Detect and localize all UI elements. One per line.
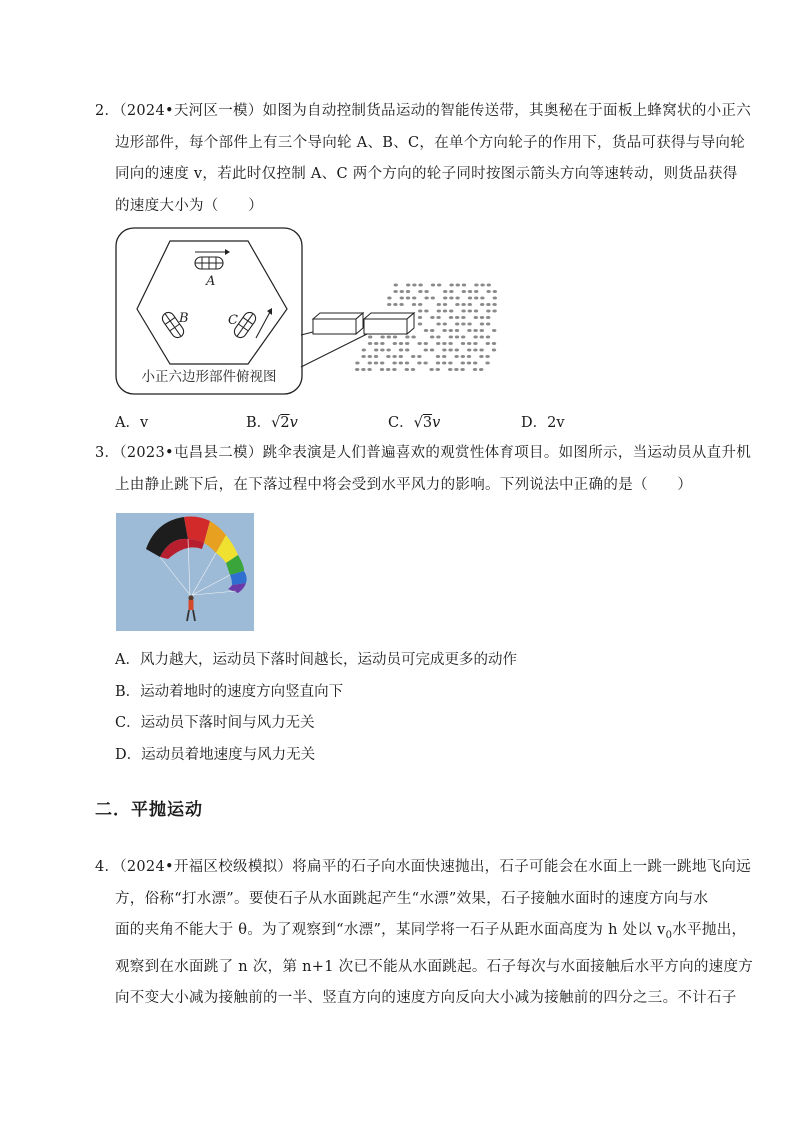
panel-dot	[492, 329, 496, 332]
panel-dot	[424, 329, 428, 332]
panel-dot	[430, 349, 434, 352]
panel-dot	[442, 355, 446, 358]
panel-dot	[479, 355, 483, 358]
wheel-c-label: C	[228, 313, 238, 328]
panel-dot	[424, 342, 428, 345]
wheel-a-label: A	[206, 274, 216, 289]
panel-dot	[480, 336, 484, 339]
panel-dot	[455, 329, 459, 332]
panel-dot	[399, 362, 403, 365]
panel-dot	[437, 303, 441, 306]
panel-dot	[424, 297, 428, 300]
panel-dot	[486, 290, 490, 293]
panel-dot	[380, 349, 384, 352]
option-d[interactable]: D．2v	[521, 415, 565, 431]
question-4-line-3	[0, 915, 794, 951]
option-b[interactable]: B．运动着地时的速度方向竖直向下	[115, 683, 344, 700]
panel-dot	[468, 297, 472, 300]
panel-dot	[461, 323, 465, 326]
panel-dot	[455, 336, 459, 339]
panel-dot	[393, 290, 397, 293]
panel-dot	[393, 336, 397, 339]
panel-dot	[448, 349, 452, 352]
panel-dot	[461, 362, 465, 365]
goods-box-right	[364, 313, 414, 334]
panel-dot	[455, 303, 459, 306]
panel-dot	[473, 368, 477, 371]
panel-dot	[479, 368, 483, 371]
panel-dot	[473, 362, 477, 365]
panel-dot	[442, 349, 446, 352]
panel-dot	[443, 303, 447, 306]
panel-dot	[461, 336, 465, 339]
panel-dot	[480, 329, 484, 332]
parachute-photo	[116, 513, 254, 631]
question-2-line-2: 边形部件，每个部件上有三个导向轮 A、B、C，在单个方向轮子的作用下，货品可获得与导向轮	[115, 134, 746, 151]
panel-dot	[399, 342, 403, 345]
panel-dot	[436, 336, 440, 339]
panel-dot	[467, 355, 471, 358]
panel-dot	[473, 336, 477, 339]
panel-dot	[492, 349, 496, 352]
question-3	[0, 438, 794, 501]
panel-dot	[380, 362, 384, 365]
panel-dot	[374, 362, 378, 365]
panel-dot	[454, 355, 458, 358]
question-4-line-2: 方，俗称“打水漂”。要使石子从水面跳起产生“水漂”效果，石子接触水面时的速度方向与水	[115, 890, 709, 907]
panel-dot	[449, 310, 453, 313]
question-2-line-3: 同向的速度 v，若此时仅控制 A、C 两个方向的轮子同时按图示箭头方向等速转动，则货品获得	[115, 166, 738, 183]
panel-dot	[493, 297, 497, 300]
panel-dot	[455, 323, 459, 326]
question-2-line-1: 2．（2024•天河区一模）如图为自动控制货品运动的智能传送带，其奥秘在于面板上蜂窝状的小正六	[95, 103, 752, 119]
panel-dot	[400, 297, 404, 300]
panel-dot	[485, 355, 489, 358]
panel-dot	[412, 303, 416, 306]
panel-dot	[405, 336, 409, 339]
panel-dot	[436, 368, 440, 371]
panel-dot	[412, 297, 416, 300]
panel-dot	[418, 310, 422, 313]
panel-dot	[418, 290, 422, 293]
panel-dot	[461, 310, 465, 313]
panel-dot	[368, 342, 372, 345]
panel-dot	[412, 284, 416, 287]
panel-dot	[492, 303, 496, 306]
panel-dot	[461, 355, 465, 358]
panel-dot	[448, 362, 452, 365]
panel-dot	[394, 284, 398, 287]
panel-dot	[462, 284, 466, 287]
panel-dot	[456, 284, 460, 287]
panel-dot	[467, 342, 471, 345]
panel-dot	[393, 303, 397, 306]
panel-dot	[399, 355, 403, 358]
panel-dot	[424, 290, 428, 293]
panel-dot	[368, 336, 372, 339]
panel-dot	[480, 323, 484, 326]
panel-dot	[380, 368, 384, 371]
question-4-line-1: 4．（2024•开福区校级模拟）将扁平的石子向水面快速抛出，石子可能会在水面上一跳一跳地飞向远	[95, 859, 752, 875]
panel-dot	[467, 349, 471, 352]
panel-dot	[486, 310, 490, 313]
panel-dot	[436, 342, 440, 345]
panel-dot	[355, 362, 359, 365]
panel-dot	[442, 329, 446, 332]
sqrt-sign-icon: √	[413, 415, 423, 431]
sqrt-sign-icon: √	[271, 415, 281, 431]
panel-dot	[462, 290, 466, 293]
conveyor-figure	[115, 227, 515, 397]
panel-dot	[374, 355, 378, 358]
velocity-subscript: 0	[665, 930, 673, 942]
question-2-options	[115, 408, 735, 438]
panel-dot	[467, 329, 471, 332]
panel-dot	[386, 355, 390, 358]
panel-dot	[473, 349, 477, 352]
panel-dot	[486, 342, 490, 345]
panel-dot	[399, 349, 403, 352]
panel-dot	[474, 310, 478, 313]
panel-dot	[449, 284, 453, 287]
panel-dot	[454, 368, 458, 371]
hexagon-part-diagram	[115, 227, 515, 397]
panel-dot	[474, 297, 478, 300]
panel-dot	[405, 362, 409, 365]
panel-dot	[386, 368, 390, 371]
panel-dot	[436, 323, 440, 326]
panel-dot	[393, 342, 397, 345]
panel-dot	[431, 284, 435, 287]
panel-dot	[480, 297, 484, 300]
panel-dot	[486, 323, 490, 326]
panel-dot	[400, 290, 404, 293]
panel-dot	[455, 297, 459, 300]
question-4-line-4: 观察到在水面跳了 n 次，第 n+1 次已不能从水面跳起。石子每次与水面接触后水平方向的速度方	[115, 958, 754, 975]
option-a[interactable]: A．v	[115, 415, 149, 431]
panel-dot	[455, 349, 459, 352]
figure-caption: 小正六边形部件俯视图	[141, 369, 277, 385]
panel-dot	[380, 336, 384, 339]
panel-dot	[430, 336, 434, 339]
panel-dot	[492, 342, 496, 345]
panel-dot	[442, 342, 446, 345]
panel-dot	[392, 368, 396, 371]
panel-dot	[474, 316, 478, 319]
option-a[interactable]: A．风力越大，运动员下落时间越长，运动员可完成更多的动作	[115, 652, 517, 668]
panel-dot	[437, 310, 441, 313]
panel-dot	[448, 368, 452, 371]
option-c-label: C．	[388, 415, 414, 431]
question-4-line-3-tail: 水平抛出，	[672, 922, 747, 939]
panel-dot	[430, 316, 434, 319]
section-title: 二．平抛运动	[95, 800, 203, 820]
panel-dot	[418, 303, 422, 306]
panel-dot	[405, 349, 409, 352]
question-4-line-3-text: 面的夹角不能大于 θ。为了观察到“水漂”，某同学将一石子从距水面高度为 h 处以 v	[115, 922, 666, 939]
panel-dot	[461, 303, 465, 306]
question-4-line-5: 向不变大小减为接触前的一半、竖直方向的速度方向反向大小减为接触前的四分之三。不计石子	[115, 990, 737, 1007]
panel-dot	[468, 290, 472, 293]
panel-dot	[493, 290, 497, 293]
option-b-var: v	[289, 415, 298, 431]
panel-dot	[443, 297, 447, 300]
option-b[interactable]	[246, 408, 298, 438]
question-3-options	[115, 645, 735, 771]
panel-dot	[417, 342, 421, 345]
panel-dot	[424, 310, 428, 313]
panel-dot	[431, 297, 435, 300]
question-3-line-1: 3．（2023•屯昌县二模）跳伞表演是人们普遍喜欢的观赏性体育项目。如图所示，当运动员从直升机	[95, 445, 752, 461]
panel-dot	[436, 355, 440, 358]
panel-dot	[485, 362, 489, 365]
panel-dot	[423, 362, 427, 365]
panel-dot	[411, 368, 415, 371]
question-3-line-2: 上由静止跳下后，在下落过程中将会受到水平风力的影响。下列说法中正确的是（ ）	[115, 476, 693, 493]
option-b-label: B．	[246, 415, 272, 431]
panel-dot	[449, 290, 453, 293]
question-2-line-4: 的速度大小为（ ）	[115, 197, 263, 214]
option-c-var: v	[432, 415, 441, 431]
option-b-radicand: 2	[280, 415, 290, 431]
panel-dot	[417, 355, 421, 358]
panel-dot	[473, 342, 477, 345]
panel-dot	[449, 316, 453, 319]
panel-dot	[362, 349, 366, 352]
panel-dot	[387, 297, 391, 300]
panel-dot	[367, 368, 371, 371]
panel-dot	[460, 368, 464, 371]
panel-dot	[449, 329, 453, 332]
wheel-a-icon	[195, 249, 230, 269]
panel-dot	[417, 362, 421, 365]
panel-dot	[449, 297, 453, 300]
option-c[interactable]	[388, 408, 440, 438]
panel-dot	[474, 290, 478, 293]
wheel-b-label: B	[179, 311, 189, 326]
panel-dot	[455, 316, 459, 319]
panel-dot	[437, 284, 441, 287]
panel-dot	[368, 362, 372, 365]
panel-dot	[411, 355, 415, 358]
panel-dot	[374, 342, 378, 345]
panel-dot	[361, 368, 365, 371]
question-2	[0, 96, 794, 222]
option-c[interactable]: C．运动员下落时间与风力无关	[115, 715, 315, 732]
panel-dot	[468, 303, 472, 306]
panel-dot	[380, 342, 384, 345]
panel-dot	[486, 316, 490, 319]
panel-dot	[467, 323, 471, 326]
panel-dot	[424, 349, 428, 352]
panel-dot	[467, 362, 471, 365]
panel-dot	[430, 329, 434, 332]
panel-dot	[448, 342, 452, 345]
panel-dot	[418, 323, 422, 326]
panel-dot	[399, 303, 403, 306]
panel-dot	[443, 310, 447, 313]
panel-dot	[468, 310, 472, 313]
panel-dot	[406, 284, 410, 287]
panel-dot	[492, 310, 496, 313]
panel-dot	[355, 368, 359, 371]
panel-dot	[480, 284, 484, 287]
panel-dot	[443, 323, 447, 326]
option-d[interactable]: D．运动员着地速度与风力无关	[115, 746, 316, 763]
panel-dot	[387, 336, 391, 339]
panel-dot	[480, 316, 484, 319]
panel-dot	[386, 349, 390, 352]
question-4	[0, 852, 794, 1015]
panel-dot	[411, 336, 415, 339]
panel-dot	[418, 284, 422, 287]
panel-dot	[461, 342, 465, 345]
panel-dot	[392, 362, 396, 365]
panel-dot	[436, 362, 440, 365]
panel-dot	[406, 297, 410, 300]
panel-dot	[436, 316, 440, 319]
panel-dot	[418, 316, 422, 319]
panel-dot	[487, 284, 491, 287]
panel-dot	[361, 355, 365, 358]
panel-dot	[474, 284, 478, 287]
panel-dot	[405, 368, 409, 371]
panel-dot	[479, 349, 483, 352]
panel-dot	[473, 329, 477, 332]
panel-dot	[387, 303, 391, 306]
panel-dot	[449, 336, 453, 339]
panel-dot	[406, 290, 410, 293]
panel-dot	[442, 362, 446, 365]
option-c-radicand: 3	[422, 415, 433, 431]
panel-dot	[443, 290, 447, 293]
panel-dot	[480, 303, 484, 306]
panel-dot	[405, 342, 409, 345]
panel-dot	[461, 316, 465, 319]
panel-dot	[429, 368, 433, 371]
goods-box-left	[313, 313, 363, 334]
panel-dot	[486, 336, 490, 339]
panel-dot	[392, 355, 396, 358]
panel-dot	[486, 303, 490, 306]
panel-dot	[374, 349, 378, 352]
panel-dot	[368, 355, 372, 358]
